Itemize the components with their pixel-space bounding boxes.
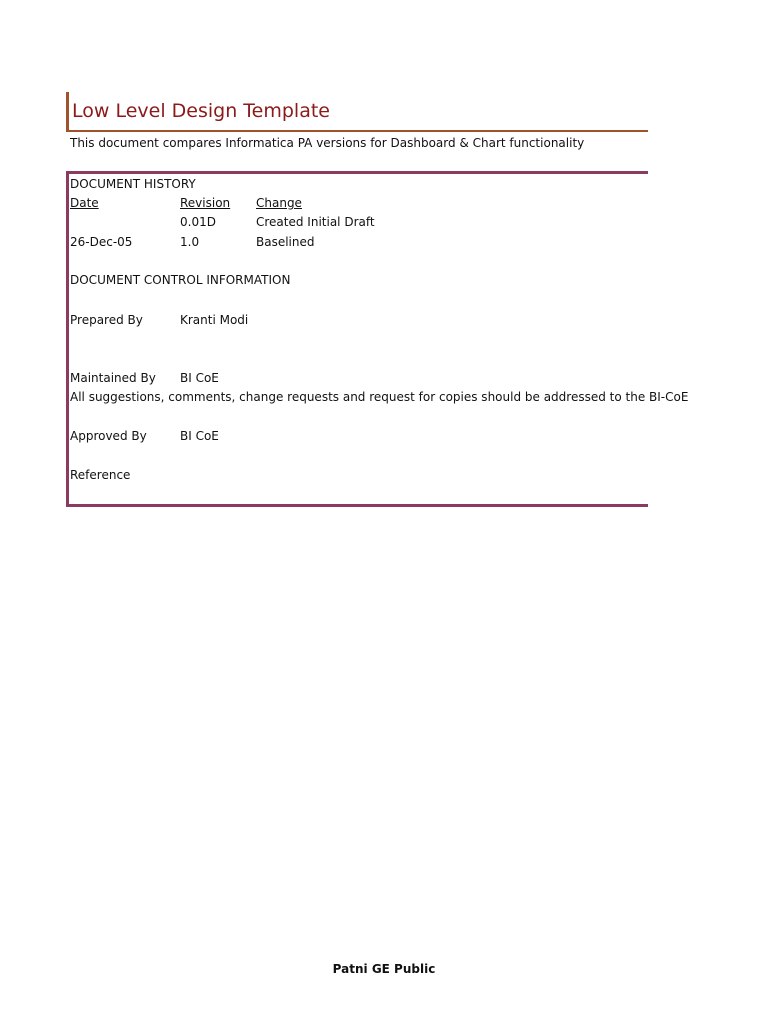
reference-label: Reference bbox=[70, 468, 131, 482]
prepared-by-value: Kranti Modi bbox=[180, 313, 249, 327]
history-row-change: Baselined bbox=[256, 235, 315, 249]
maintained-by-label: Maintained By bbox=[70, 371, 156, 385]
footer-classification: Patni GE Public bbox=[332, 962, 436, 976]
approved-by-label: Approved By bbox=[70, 429, 147, 443]
history-row-date: 26-Dec-05 bbox=[70, 235, 133, 249]
history-row-revision: 1.0 bbox=[180, 235, 200, 249]
history-row-change: Created Initial Draft bbox=[256, 215, 375, 229]
maintained-by-note: All suggestions, comments, change requests and request for copies should be addressed to the BI-CoE bbox=[70, 390, 689, 404]
title-block bbox=[66, 92, 648, 132]
approved-by-value: BI CoE bbox=[180, 429, 219, 443]
history-heading: DOCUMENT HISTORY bbox=[70, 177, 196, 191]
history-row-revision: 0.01D bbox=[180, 215, 216, 229]
control-heading: DOCUMENT CONTROL INFORMATION bbox=[70, 273, 291, 287]
document-subtitle: This document compares Informatica PA versions for Dashboard & Chart functionality bbox=[70, 136, 585, 150]
history-col-change: Change bbox=[256, 196, 302, 210]
history-col-revision: Revision bbox=[180, 196, 231, 210]
maintained-by-value: BI CoE bbox=[180, 371, 219, 385]
prepared-by-label: Prepared By bbox=[70, 313, 143, 327]
history-col-date: Date bbox=[70, 196, 99, 210]
document-title: Low Level Design Template bbox=[72, 100, 330, 122]
